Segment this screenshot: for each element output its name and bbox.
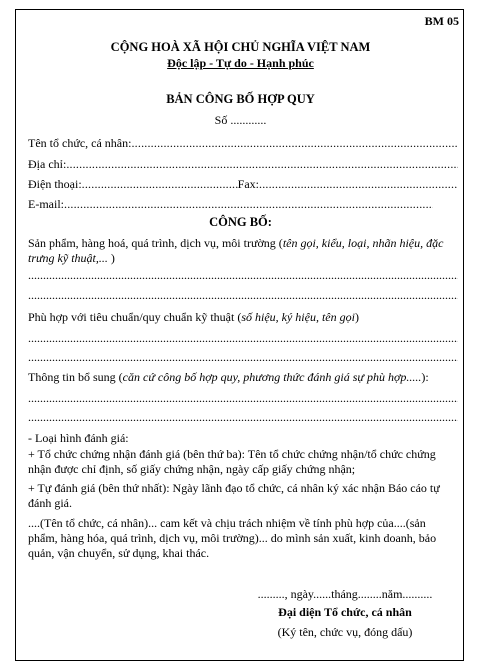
signature-note: (Ký tên, chức vụ, đóng dấu) — [277, 625, 413, 639]
self-assessment: + Tự đánh giá (bên thứ nhất): Ngày lãnh đạo tổ chức, cá nhân ký xác nhận Báo cáo tự đánh giá. — [28, 481, 440, 510]
declare-heading: CÔNG BỐ: — [209, 215, 272, 229]
commitment-statement: ....(Tên tổ chức, cá nhân)... cam kết và chịu trách nhiệm về tính phù hợp của....(sản phẩm, hàng hóa, quá trình, dịch vụ, môi trường)... do mình sản xuất, kinh doanh, bảo quản, vận chuyển, sử dụng, khai thác. — [28, 516, 437, 560]
document-number: Số ............ — [214, 113, 267, 127]
conformity-input-line-1[interactable] — [28, 331, 458, 345]
email-field[interactable] — [28, 197, 433, 213]
address-label: Địa chỉ: — [28, 157, 67, 171]
product-input-line-2[interactable] — [28, 288, 458, 302]
motto: Độc lập - Tự do - Hạnh phúc — [167, 56, 314, 70]
phone-fax-field[interactable] — [28, 177, 458, 193]
org-name-label: Tên tổ chức, cá nhân: — [28, 136, 132, 150]
phone-label: Điện thoại: — [28, 177, 82, 191]
additional-info-line-1[interactable] — [28, 391, 458, 405]
product-description: Sản phẩm, hàng hoá, quá trình, dịch vụ, môi trường (tên gọi, kiểu, loại, nhãn hiệu, đặc trưng kỹ thuật,... ) — [28, 236, 444, 265]
form-code: BM 05 — [424, 14, 459, 28]
org-name-field[interactable] — [28, 136, 458, 152]
signature-date[interactable]: ........., ngày......tháng........năm.......... — [257, 587, 433, 601]
assessment-heading: - Loại hình đánh giá: — [28, 431, 129, 445]
signature-title: Đại diện Tổ chức, cá nhân — [278, 605, 412, 619]
email-label: E-mail: — [28, 197, 64, 211]
additional-info: Thông tin bổ sung (căn cứ công bố hợp quy, phương thức đánh giá sự phù hợp.....): — [28, 370, 429, 384]
third-party-assessment: + Tổ chức chứng nhận đánh giá (bên thứ ba): Tên tổ chức chứng nhận/tổ chức chứng nhận được chỉ định, số giấy chứng nhận, ngày cấp giấy chứng nhận; — [28, 447, 436, 476]
conformity-input-line-2[interactable] — [28, 350, 458, 364]
conformity-standard: Phù hợp với tiêu chuẩn/quy chuẩn kỹ thuật (số hiệu, ký hiệu, tên gọi) — [28, 310, 359, 324]
product-input-line-1[interactable] — [28, 268, 458, 282]
document-title: BẢN CÔNG BỐ HỢP QUY — [166, 92, 315, 106]
address-field[interactable] — [28, 157, 458, 173]
additional-info-line-2[interactable] — [28, 410, 458, 424]
fax-label: Fax: — [237, 177, 259, 191]
nation-title: CỘNG HOÀ XÃ HỘI CHỦ NGHĨA VIỆT NAM — [110, 40, 371, 54]
